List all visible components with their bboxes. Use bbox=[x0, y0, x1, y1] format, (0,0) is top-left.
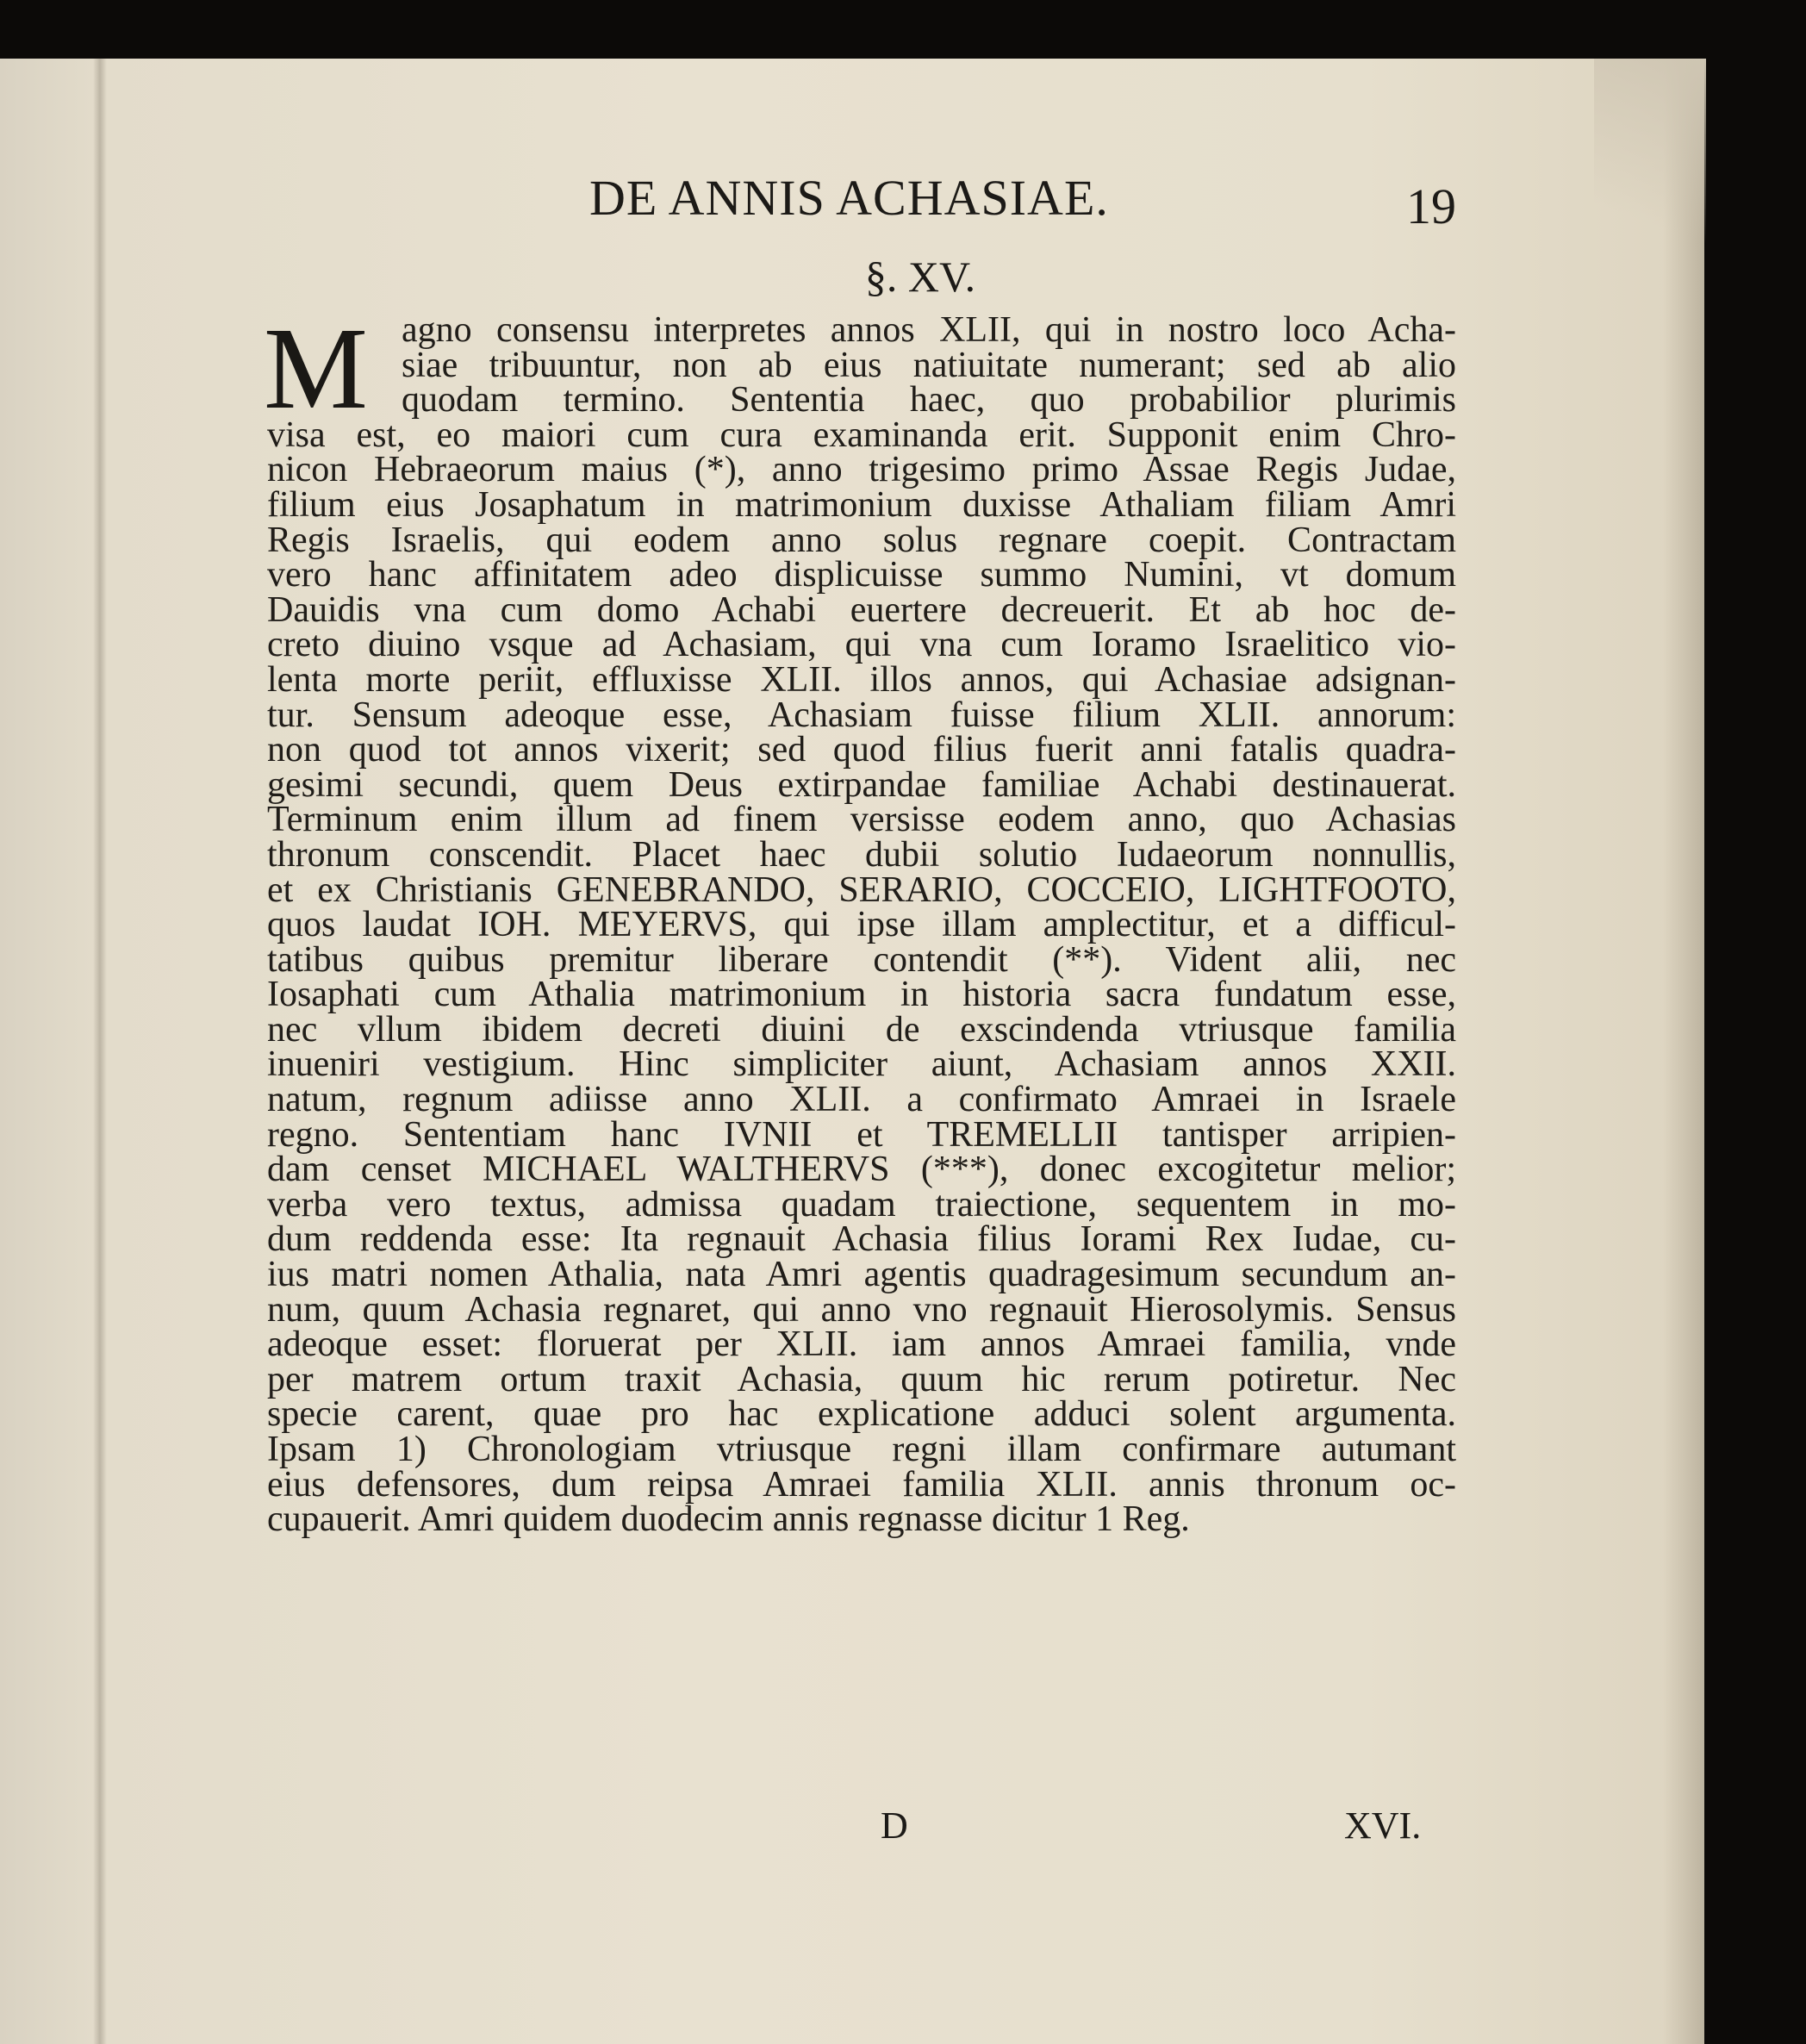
text-line: regno. Sententiam hanc IVNII et TREMELLII tantisper arripien- bbox=[267, 1114, 1456, 1155]
text-line: eius defensores, dum reipsa Amraei familia XLII. annis thronum oc- bbox=[267, 1464, 1456, 1505]
text-line: cupauerit. Amri quidem duodecim annis regnasse dicitur 1 Reg. bbox=[267, 1499, 1190, 1540]
text-line: et ex Christianis GENEBRANDO, SERARIO, COCCEIO, LIGHTFOOTO, bbox=[267, 869, 1456, 910]
text-line: tatibus quibus premitur liberare contendit (**). Vident alii, nec bbox=[267, 939, 1456, 980]
text-line: filium eius Josaphatum in matrimonium duxisse Athaliam filiam Amri bbox=[267, 484, 1456, 525]
page-number: 19 bbox=[1406, 178, 1456, 234]
text-line: visa est, eo maiori cum cura examinanda erit. Supponit enim Chro- bbox=[267, 414, 1456, 455]
text-line: adeoque esset: floruerat per XLII. iam annos Amraei familia, vnde bbox=[267, 1324, 1456, 1365]
text-line: per matrem ortum traxit Achasia, quum hic rerum potiretur. Nec bbox=[267, 1359, 1456, 1399]
text-line: thronum conscendit. Placet haec dubii solutio Iudaeorum nonnullis, bbox=[267, 834, 1456, 875]
text-line: dam censet MICHAEL WALTHERVS (***), donec excogitetur melior; bbox=[267, 1150, 1456, 1190]
text-line: creto diuino vsque ad Achasiam, qui vna cum Ioramo Israelitico vio- bbox=[267, 625, 1456, 665]
text-line: Dauidis vna cum domo Achabi euertere decreuerit. Et ab hoc de- bbox=[267, 589, 1456, 630]
text-line: vero hanc affinitatem adeo displicuisse summo Numini, vt domum bbox=[267, 555, 1456, 595]
text-line: nicon Hebraeorum maius (*), anno trigesimo primo Assae Regis Judae, bbox=[267, 450, 1456, 490]
text-line: ius matri nomen Athalia, nata Amri agentis quadragesimum secundum an- bbox=[267, 1255, 1456, 1295]
catchword: XVI. bbox=[1344, 1804, 1422, 1847]
running-title: DE ANNIS ACHASIAE. bbox=[589, 170, 1109, 226]
text-line: siae tribuuntur, non ab eius natiuitate numerant; sed ab alio bbox=[402, 345, 1456, 385]
text-line: Regis Israelis, qui eodem anno solus regnare coepit. Contractam bbox=[267, 520, 1456, 560]
text-line: quos laudat IOH. MEYERVS, qui ipse illam amplectitur, et a difficul- bbox=[267, 905, 1456, 945]
text-line: tur. Sensum adeoque esse, Achasiam fuisse filium XLII. annorum: bbox=[267, 695, 1456, 735]
text-line: non quod tot annos vixerit; sed quod filius fuerit anni fatalis quadra- bbox=[267, 730, 1456, 770]
text-line: nec vllum ibidem decreti diuini de exscindenda vtriusque familia bbox=[267, 1009, 1456, 1050]
text-line: Iosaphati cum Athalia matrimonium in historia sacra fundatum esse, bbox=[267, 975, 1456, 1015]
page-gutter bbox=[93, 59, 107, 2044]
page-footer bbox=[0, 1804, 1806, 1847]
text-line: lenta morte periit, effluxisse XLII. illos annos, qui Achasiae adsignan- bbox=[267, 659, 1456, 700]
text-line: verba vero textus, admissa quadam traiectione, sequentem in mo- bbox=[267, 1184, 1456, 1225]
text-line: gesimi secundi, quem Deus extirpandae familiae Achabi destinauerat. bbox=[267, 764, 1456, 805]
text-line: natum, regnum adiisse anno XLII. a confirmato Amraei in Israele bbox=[267, 1080, 1456, 1120]
drop-cap: M bbox=[264, 304, 368, 433]
text-line: Ipsam 1) Chronologiam vtriusque regni illam confirmare autumant bbox=[267, 1430, 1456, 1469]
signature-mark: D bbox=[881, 1804, 908, 1847]
text-line: specie carent, quae pro hac explicatione adduci solent argumenta. bbox=[267, 1394, 1456, 1435]
text-line: dum reddenda esse: Ita regnauit Achasia filius Iorami Rex Iudae, cu- bbox=[267, 1219, 1456, 1260]
text-line: num, quum Achasia regnaret, qui anno vno regnauit Hierosolymis. Sensus bbox=[267, 1289, 1456, 1330]
body-text bbox=[267, 310, 1456, 1540]
page-header bbox=[0, 169, 1806, 238]
page-edge-shadow bbox=[1663, 59, 1704, 2044]
section-heading: §. XV. bbox=[864, 252, 976, 301]
text-line: Terminum enim illum ad finem versisse eodem anno, quo Achasias bbox=[267, 800, 1456, 840]
text-line: inueniri vestigium. Hinc simpliciter aiunt, Achasiam annos XXII. bbox=[267, 1044, 1456, 1085]
text-line: quodam termino. Sententia haec, quo probabilior plurimis bbox=[402, 380, 1456, 421]
text-line: agno consensu interpretes annos XLII, qui in nostro loco Acha- bbox=[402, 310, 1456, 350]
